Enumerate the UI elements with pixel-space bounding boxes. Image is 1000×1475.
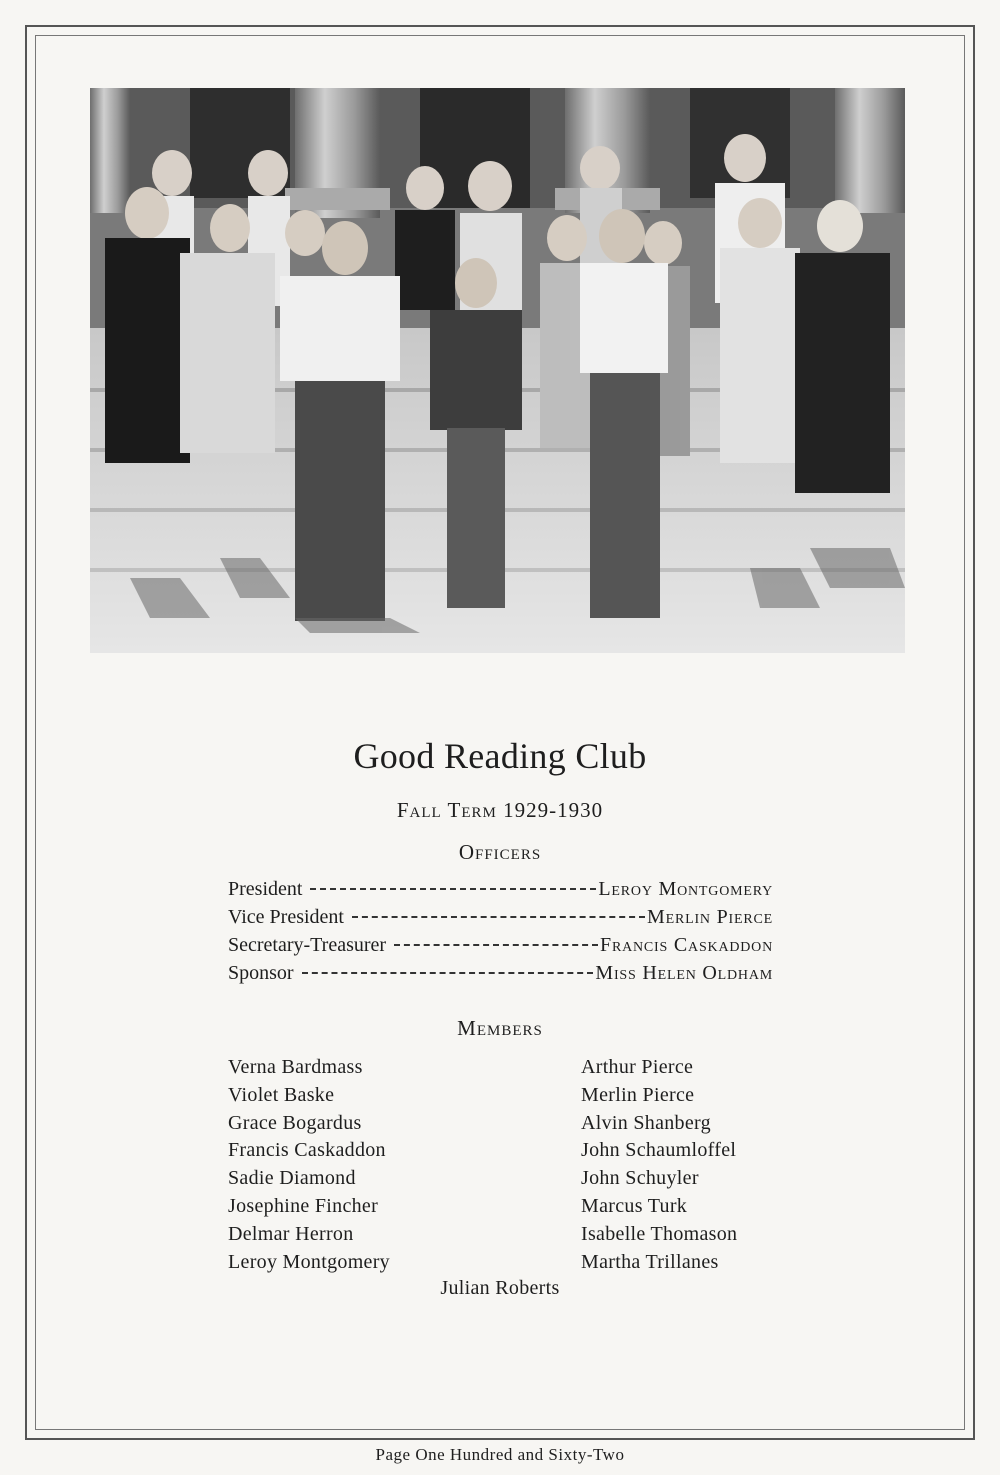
member-name: Verna Bardmass bbox=[228, 1056, 363, 1078]
members-heading: Members bbox=[457, 1016, 543, 1040]
officer-name: Miss Helen Oldham bbox=[595, 962, 773, 984]
member-name: Leroy Montgomery bbox=[228, 1250, 390, 1273]
officer-row bbox=[228, 878, 773, 906]
dotted-leader bbox=[302, 972, 594, 974]
member-name: Alvin Shanberg bbox=[581, 1111, 711, 1134]
member-name: Francis Caskaddon bbox=[228, 1139, 386, 1162]
dotted-leader bbox=[394, 944, 598, 946]
group-photo bbox=[90, 88, 905, 653]
officers-heading: Officers bbox=[458, 840, 542, 864]
member-name: Grace Bogardus bbox=[228, 1111, 362, 1134]
officer-role: President bbox=[228, 878, 303, 900]
group-photo-icon bbox=[90, 88, 905, 653]
member-name: Marcus Turk bbox=[581, 1194, 688, 1217]
term-subtitle: Fall Term 1929-1930 bbox=[396, 798, 604, 822]
member-name: Violet Baske bbox=[228, 1083, 335, 1106]
officer-role: Secretary-Treasurer bbox=[228, 934, 387, 956]
officer-role: Sponsor bbox=[228, 962, 294, 984]
member-name: Merlin Pierce bbox=[581, 1083, 695, 1106]
member-name-centered: Julian Roberts bbox=[440, 1277, 560, 1299]
member-name: Josephine Fincher bbox=[228, 1194, 379, 1217]
officer-row bbox=[228, 906, 773, 934]
members-left-column bbox=[228, 1054, 390, 1276]
officer-name: Merlin Pierce bbox=[647, 906, 773, 928]
page-number-footer: Page One Hundred and Sixty-Two bbox=[375, 1445, 625, 1464]
officer-row bbox=[228, 962, 773, 990]
officer-role: Vice President bbox=[228, 906, 344, 928]
member-name: John Schuyler bbox=[581, 1167, 699, 1190]
member-name: Martha Trillanes bbox=[581, 1250, 719, 1273]
member-name: Delmar Herron bbox=[228, 1222, 354, 1245]
officer-name: Francis Caskaddon bbox=[600, 934, 773, 956]
member-name: John Schaumloffel bbox=[581, 1139, 737, 1162]
officer-name: Leroy Montgomery bbox=[598, 878, 773, 900]
member-name: Arthur Pierce bbox=[581, 1056, 694, 1078]
club-title: Good Reading Club bbox=[353, 736, 647, 776]
member-name: Sadie Diamond bbox=[228, 1167, 356, 1190]
dotted-leader bbox=[352, 916, 645, 918]
officers-list bbox=[228, 878, 773, 990]
dotted-leader bbox=[310, 888, 596, 890]
officer-row bbox=[228, 934, 773, 962]
members-right-column bbox=[581, 1054, 737, 1276]
member-name: Isabelle Thomason bbox=[581, 1222, 738, 1245]
